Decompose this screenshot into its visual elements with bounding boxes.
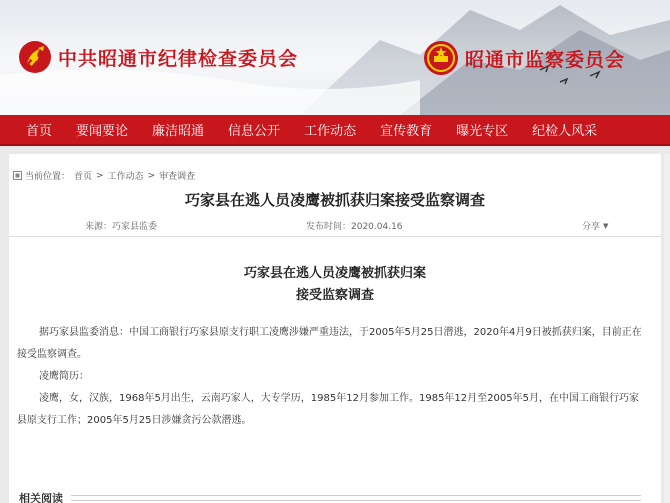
article-source: 来源：巧家县监委 xyxy=(85,222,158,232)
article-subtitle-line2: 接受监察调查 xyxy=(295,288,374,303)
article-panel xyxy=(9,154,661,503)
nav-item-inspectors[interactable]: 纪检人风采 xyxy=(532,124,598,139)
article-date: 发布时间：2020.04.16 xyxy=(306,222,403,232)
article-subtitle-line1: 巧家县在逃人员凌鹰被抓获归案 xyxy=(243,266,426,281)
header-right-title: 昭通市监察委员会 xyxy=(465,48,626,71)
page-scrollbar[interactable] xyxy=(664,154,670,503)
meta-divider xyxy=(9,236,661,237)
national-emblem-icon xyxy=(423,40,459,76)
related-title: 相关阅读 xyxy=(19,492,63,503)
related-reading xyxy=(19,490,641,503)
related-divider xyxy=(71,495,641,501)
nav-item-home[interactable]: 首页 xyxy=(26,124,53,139)
nav-item-exposure[interactable]: 曝光专区 xyxy=(456,124,509,139)
breadcrumb-item-investigation[interactable]: 审查调查 xyxy=(159,172,196,182)
nav-item-clean-zhaotong[interactable]: 廉洁昭通 xyxy=(152,124,205,139)
article-paragraph: 据巧家县监委消息：中国工商银行巧家县原支行职工凌鹰涉嫌严重违法，于2005年5月25日潜逃，2020年4月9日被抓获归案，目前正在接受监察调查。 xyxy=(17,327,642,360)
article-body xyxy=(17,322,647,432)
location-icon xyxy=(13,171,22,180)
header-left-title: 中共昭通市纪律检查委员会 xyxy=(58,47,299,70)
party-emblem-icon xyxy=(18,40,52,74)
nav-item-publicity[interactable]: 宣传教育 xyxy=(380,124,433,139)
site-header xyxy=(0,0,670,115)
breadcrumb-separator: > xyxy=(147,170,156,181)
chevron-down-icon: ▼ xyxy=(603,221,609,230)
article-paragraph: 凌鹰，女，汉族，1968年5月出生，云南巧家人，大专学历，1985年12月参加工作。1985年12月至2005年5月，在中国工商银行巧家县原支行工作；2005年5月25日涉嫌贪污公款潜逃。 xyxy=(17,393,639,426)
article-paragraph: 凌鹰简历： xyxy=(39,371,89,382)
share-label: 分享 xyxy=(582,222,601,232)
breadcrumb xyxy=(13,169,199,182)
nav-item-info-disclosure[interactable]: 信息公开 xyxy=(228,124,281,139)
article-title: 巧家县在逃人员凌鹰被抓获归案接受监察调查 xyxy=(184,191,485,209)
nav-item-news[interactable]: 要闻要论 xyxy=(76,124,129,139)
cpc-discipline-brand[interactable] xyxy=(18,40,298,74)
breadcrumb-item-home[interactable]: 首页 xyxy=(74,172,93,182)
breadcrumb-item-work-updates[interactable]: 工作动态 xyxy=(107,172,144,182)
main-nav xyxy=(0,115,670,146)
breadcrumb-label: 当前位置： xyxy=(25,172,71,182)
nav-item-work-updates[interactable]: 工作动态 xyxy=(304,124,357,139)
share-button[interactable] xyxy=(582,219,608,232)
supervision-brand[interactable] xyxy=(423,40,625,76)
breadcrumb-separator: > xyxy=(96,170,104,181)
